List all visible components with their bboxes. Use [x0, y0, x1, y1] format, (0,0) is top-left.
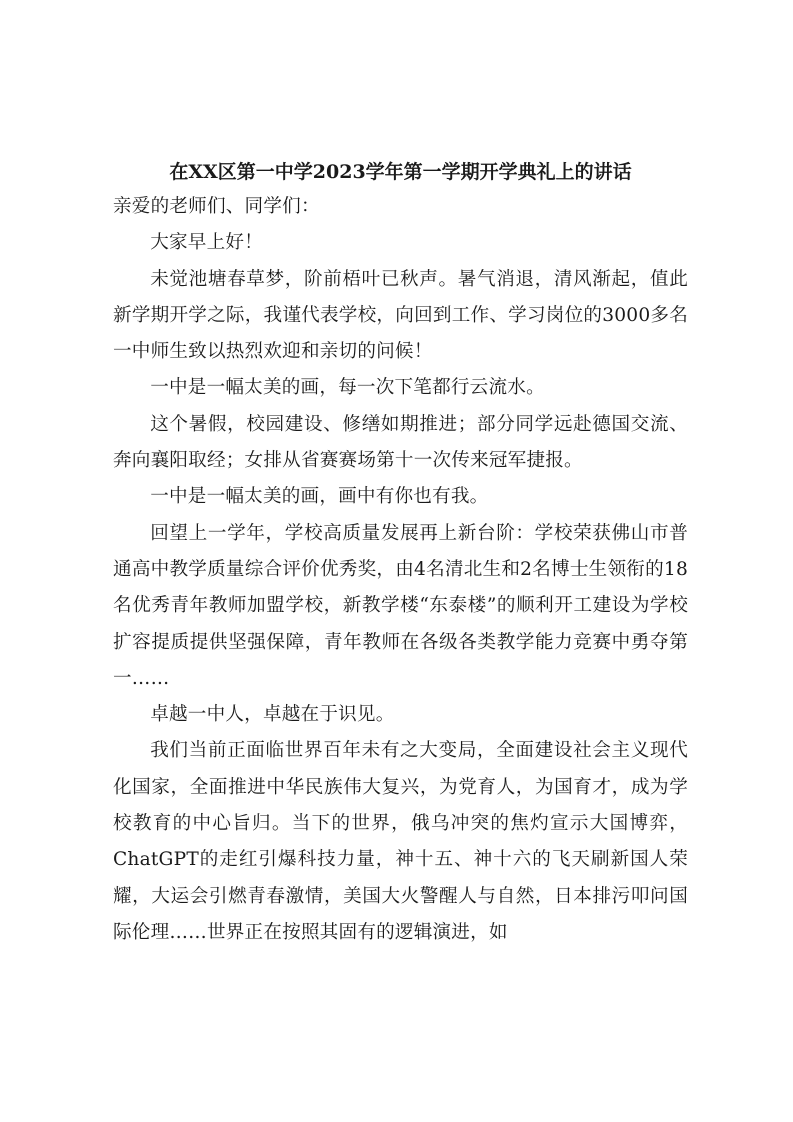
document-title: 在XX区第一中学2023学年第一学期开学典礼上的讲话 [169, 161, 632, 183]
greeting-paragraph: 大家早上好！ [150, 232, 263, 254]
paragraph-review: 回望上一学年，学校高质量发展再上新台阶：学校荣获佛山市普通高中教学质量综合评价优秀奖，由4名清北生和2名博士生领衔的18名优秀青年教师加盟学校，新教学楼“东泰楼”的顺利开工建设为学校扩容提质提供坚强保障，青年教师在各级各类教学能力竞赛中勇夺第一…… [113, 522, 688, 689]
paragraph-painting-2: 一中是一幅太美的画，画中有你也有我。 [150, 486, 489, 508]
paragraph-painting-1: 一中是一幅太美的画，每一次下笔都行云流水。 [150, 377, 545, 399]
opening-paragraph: 未觉池塘春草梦，阶前梧叶已秋声。暑气消退，清风渐起，值此新学期开学之际，我谨代表学校，向回到工作、学习岗位的3000多名一中师生致以热烈欢迎和亲切的问候！ [113, 268, 688, 363]
paragraph-world: 我们当前正面临世界百年未有之大变局，全面建设社会主义现代化国家，全面推进中华民族伟大复兴，为党育人，为国育才，成为学校教育的中心旨归。当下的世界，俄乌冲突的焦灼宣示大国博弈，ChatGPT的走红引爆科技力量，神十五、神十六的飞天刷新国人荣耀，大运会引燃青春激情，美国大火警醒人与自然，日本排污叩问国际伦理……世界正在按照其固有的逻辑演进，如 [113, 740, 688, 943]
paragraph-excellence: 卓越一中人，卓越在于识见。 [150, 704, 395, 726]
paragraph-summer: 这个暑假，校园建设、修缮如期推进；部分同学远赴德国交流、奔向襄阳取经；女排从省赛赛场第十一次传来冠军捷报。 [113, 413, 688, 472]
document-body [113, 155, 688, 951]
salutation: 亲爱的老师们、同学们： [113, 196, 320, 217]
